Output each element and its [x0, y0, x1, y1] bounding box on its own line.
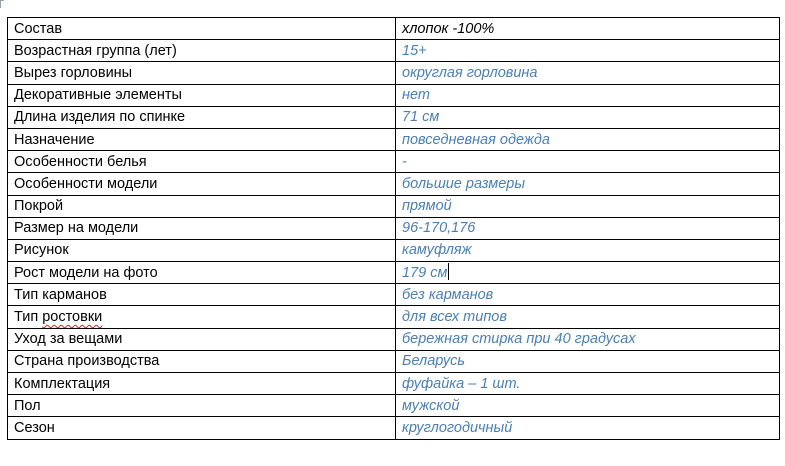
property-value[interactable]: 96-170,176 — [396, 217, 780, 239]
property-name[interactable]: Сезон — [8, 417, 396, 439]
property-name[interactable]: Длина изделия по спинке — [8, 106, 396, 128]
property-name[interactable]: Особенности белья — [8, 151, 396, 173]
property-name[interactable]: Рост модели на фото — [8, 262, 396, 284]
property-value[interactable]: без карманов — [396, 284, 780, 306]
property-name[interactable]: Размер на модели — [8, 217, 396, 239]
table-row — [8, 128, 780, 150]
property-value[interactable]: фуфайка – 1 шт. — [396, 373, 780, 395]
property-value[interactable]: хлопок -100% — [396, 18, 780, 40]
table-row — [8, 18, 780, 40]
table-row — [8, 195, 780, 217]
property-name[interactable]: Пол — [8, 395, 396, 417]
spellcheck-flagged-word[interactable]: ростовки — [42, 309, 103, 326]
table-row — [8, 173, 780, 195]
table-row — [8, 284, 780, 306]
property-value[interactable]: нет — [396, 84, 780, 106]
table-row — [8, 106, 780, 128]
property-value[interactable]: 15+ — [396, 40, 780, 62]
property-name[interactable]: Особенности модели — [8, 173, 396, 195]
property-name[interactable]: Рисунок — [8, 239, 396, 261]
document-corner-mark — [0, 0, 4, 8]
property-name[interactable]: Назначение — [8, 128, 396, 150]
property-value[interactable]: повседневная одежда — [396, 128, 780, 150]
table-row — [8, 395, 780, 417]
table-row — [8, 417, 780, 439]
table-row — [8, 262, 780, 284]
property-value: 179 см — [402, 264, 448, 281]
property-value[interactable]: большие размеры — [396, 173, 780, 195]
table-row — [8, 62, 780, 84]
property-name-prefix: Тип — [14, 309, 43, 326]
property-name[interactable]: Декоративные элементы — [8, 84, 396, 106]
table-row — [8, 84, 780, 106]
table-row — [8, 239, 780, 261]
property-value[interactable]: - — [396, 151, 780, 173]
property-name[interactable]: Вырез горловины — [8, 62, 396, 84]
property-value[interactable]: для всех типов — [396, 306, 780, 328]
property-name[interactable]: Комплектация — [8, 373, 396, 395]
property-name[interactable]: Покрой — [8, 195, 396, 217]
property-name[interactable]: Состав — [8, 18, 396, 40]
table-row — [8, 217, 780, 239]
property-name[interactable]: Страна производства — [8, 350, 396, 372]
property-value[interactable]: округлая горловина — [396, 62, 780, 84]
property-value[interactable]: Беларусь — [396, 350, 780, 372]
product-properties-table — [7, 17, 780, 440]
property-name[interactable]: Уход за вещами — [8, 328, 396, 350]
table-row — [8, 40, 780, 62]
property-value[interactable]: прямой — [396, 195, 780, 217]
table-row — [8, 373, 780, 395]
property-value[interactable]: камуфляж — [396, 239, 780, 261]
property-value[interactable]: мужской — [396, 395, 780, 417]
table-row — [8, 151, 780, 173]
property-value-with-cursor[interactable] — [396, 262, 780, 284]
property-value[interactable]: бережная стирка при 40 градусах — [396, 328, 780, 350]
property-name[interactable]: Возрастная группа (лет) — [8, 40, 396, 62]
table-row — [8, 328, 780, 350]
text-cursor — [448, 263, 449, 280]
property-value[interactable]: круглогодичный — [396, 417, 780, 439]
table-row — [8, 306, 780, 328]
property-name[interactable]: Тип карманов — [8, 284, 396, 306]
property-value[interactable]: 71 см — [396, 106, 780, 128]
property-name-with-spellcheck[interactable] — [8, 306, 396, 328]
table-row — [8, 350, 780, 372]
